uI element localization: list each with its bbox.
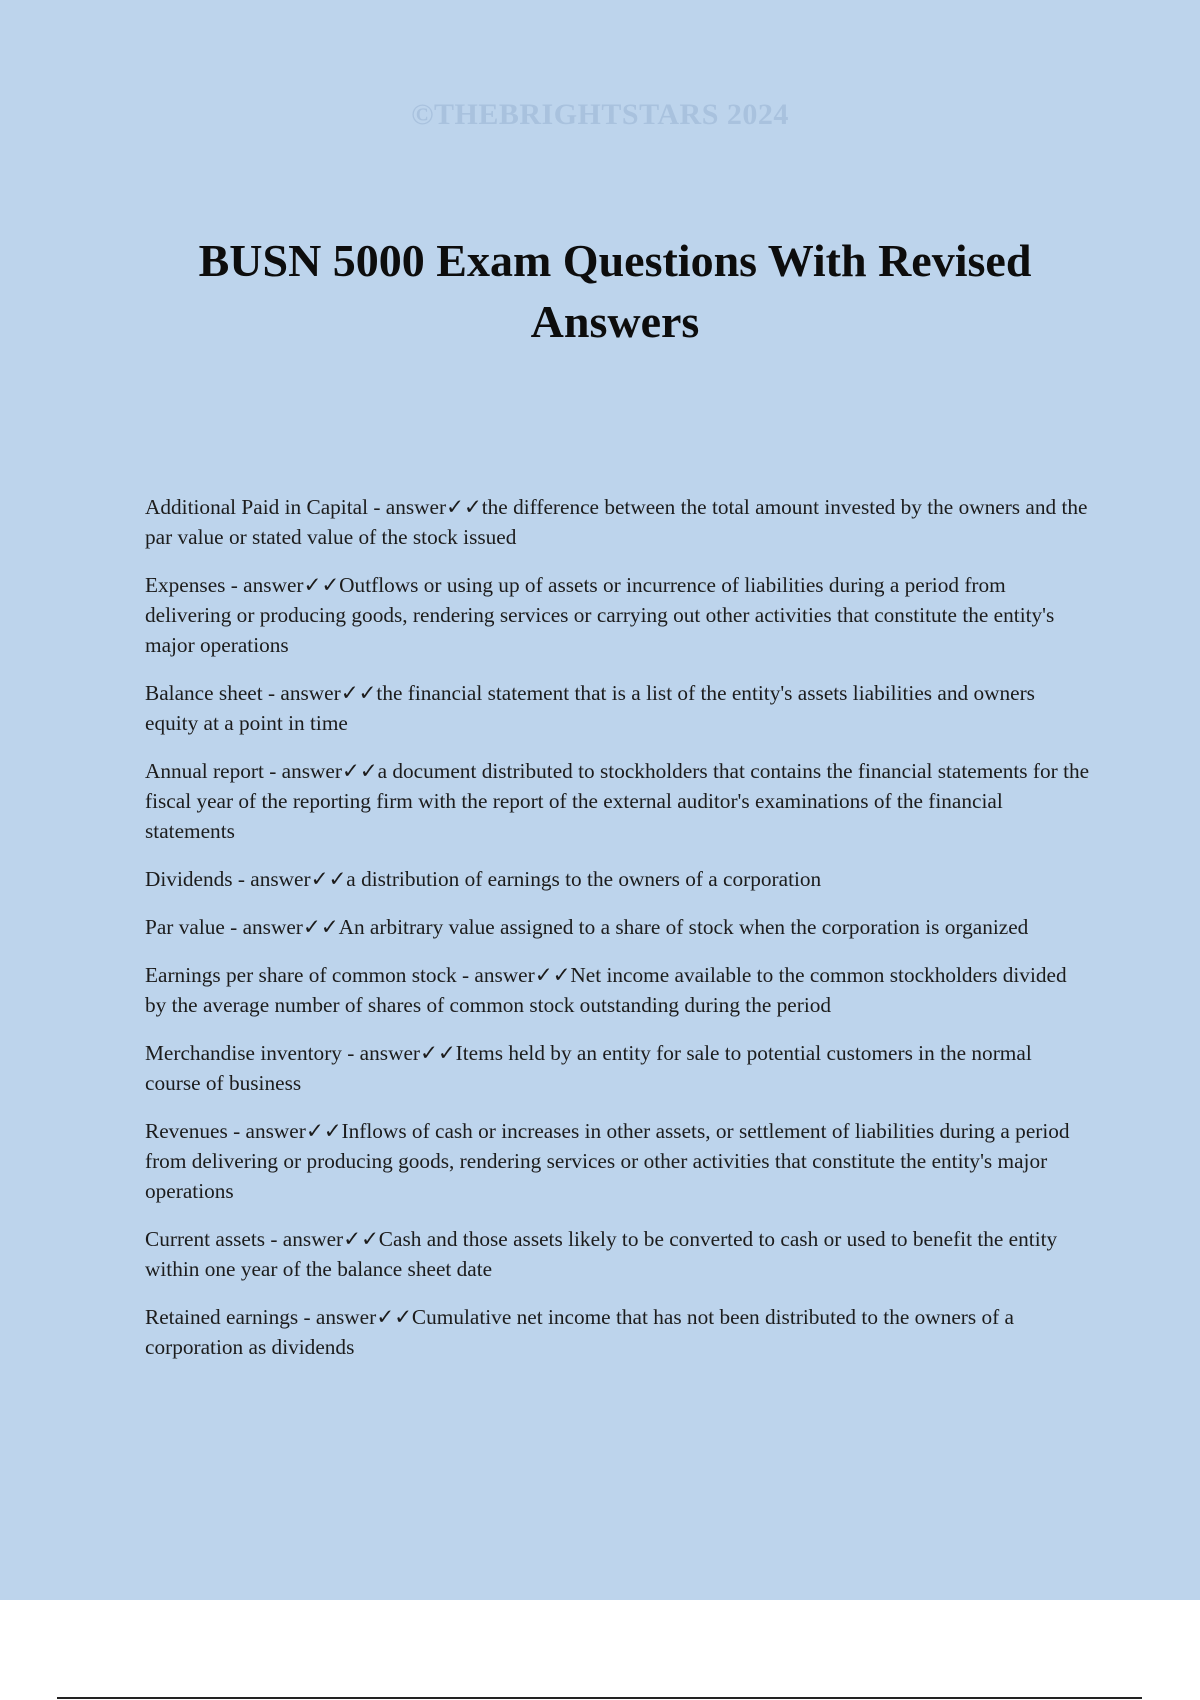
entry-annual-report: Annual report - answer✓✓a document distributed to stockholders that contains the financial statements for the fiscal year of the reporting firm with the report of the external auditor's examinations of the financial statements [145, 759, 1090, 843]
entry-dividends: Dividends - answer✓✓a distribution of earnings to the owners of a corporation [145, 867, 822, 891]
footer-divider [57, 1697, 1142, 1699]
entry-revenues: Revenues - answer✓✓Inflows of cash or increases in other assets, or settlement of liabilities during a period from delivering or producing goods, rendering services or other activities that constitute the entity's major operations [145, 1119, 1070, 1203]
entry-retained-earnings: Retained earnings - answer✓✓Cumulative net income that has not been distributed to the owners of a corporation as dividends [145, 1305, 1014, 1359]
entry-expenses: Expenses - answer✓✓Outflows or using up of assets or incurrence of liabilities during a period from delivering or producing goods, rendering services or carrying out other activities that constitute the entity's major operations [145, 573, 1055, 657]
entry-par-value: Par value - answer✓✓An arbitrary value assigned to a share of stock when the corporation is organized [145, 915, 1029, 939]
entry-list [145, 492, 1090, 1380]
document-title: BUSN 5000 Exam Questions With Revised Answers [198, 235, 1032, 347]
watermark: ©THEBRIGHTSTARS 2024 [411, 98, 789, 131]
entry-earnings-per-share: Earnings per share of common stock - answer✓✓Net income available to the common stockholders divided by the average number of shares of common stock outstanding during the period [145, 963, 1067, 1017]
entry-current-assets: Current assets - answer✓✓Cash and those assets likely to be converted to cash or used to benefit the entity within one year of the balance sheet date [145, 1227, 1058, 1281]
entry-balance-sheet: Balance sheet - answer✓✓the financial statement that is a list of the entity's assets liabilities and owners equity at a point in time [145, 681, 1035, 735]
entry-merchandise-inventory: Merchandise inventory - answer✓✓Items held by an entity for sale to potential customers in the normal course of business [145, 1041, 1032, 1095]
entry-additional-paid-in-capital: Additional Paid in Capital - answer✓✓the difference between the total amount invested by the owners and the par value or stated value of the stock issued [145, 495, 1088, 549]
